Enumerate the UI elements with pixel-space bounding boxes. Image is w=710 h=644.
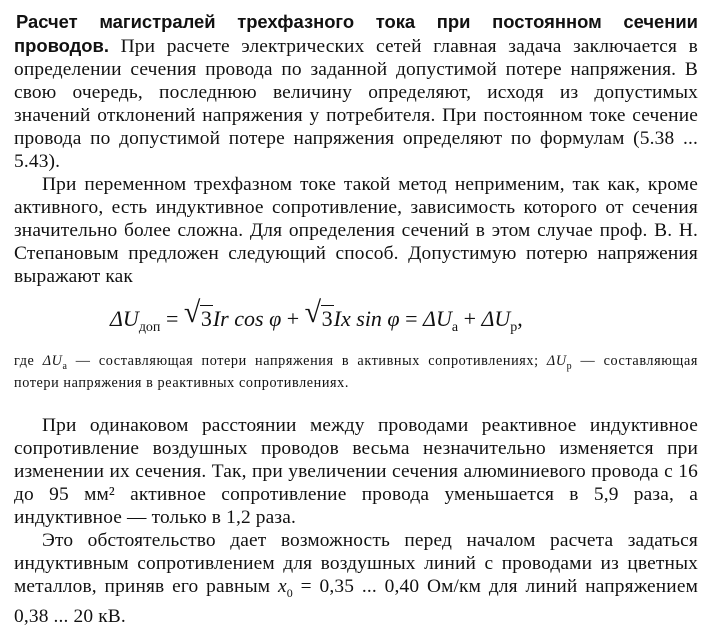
sqrt-1-arg: 3	[200, 306, 212, 331]
formula-rhs-2-sub: р	[510, 320, 518, 335]
formula-rhs-1: ΔU	[423, 306, 452, 331]
radical-sign-icon: √	[304, 296, 322, 329]
formula-eq: =	[160, 306, 184, 331]
paragraph-4	[14, 529, 698, 628]
legend-sym-1-sub: а	[62, 360, 68, 372]
paragraph-4-symbol-sub: 0	[286, 585, 293, 600]
formula-rhs-1-sub: а	[451, 320, 459, 335]
document-page	[14, 10, 698, 628]
paragraph-4-before: Это обстоятельство дает возможность перед началом расчета задаться индуктивным сопротивлением для воздушных линий с проводами из цветных металлов, приняв его равным	[14, 529, 698, 597]
legend-sym-1: ΔU	[42, 353, 63, 369]
formula-term-1: Ir cos φ	[212, 306, 282, 331]
legend-prefix: где	[14, 353, 43, 369]
sqrt-2-arg: 3	[321, 306, 333, 331]
legend-sym-2-sub: р	[566, 360, 573, 372]
radical-sign-icon: √	[183, 296, 201, 329]
legend-text-2: — составляющая потери напряжения в реактивных сопротивлениях.	[14, 353, 698, 391]
section-heading: Расчет магистралей трехфазного тока при постоянном сечении проводов.	[14, 11, 698, 56]
legend-sym-2: ΔU	[546, 353, 567, 369]
paragraph-4-symbol: x	[277, 575, 287, 597]
legend-text-1: — составляющая потери напряжения в активных сопротивлениях;	[67, 353, 547, 369]
paragraph-1-body: При расчете электрических сетей главная задача заключается в определении сечения провода по заданной допустимой потере напряжения. В свою очередь, последнюю величину определяют, исходя из допустимых значений отклонений напряжения у потребителя. При постоянном токе сечение провода по допустимой потере напряжения определяют по формулам (5.38 ... 5.43).	[14, 36, 698, 172]
formula-eq-2: =	[399, 306, 424, 331]
voltage-loss-formula	[14, 296, 698, 343]
paragraph-3: При одинаковом расстоянии между проводами реактивное индуктивное сопротивление воздушных проводов весьма незначительно изменяется при изменении их сечения. Так, при увеличении сечения алюминиевого провода с 16 до 95 мм² активное сопротивление провода уменьшается в 5,9 раза, а индуктивное — только в 1,2 раза.	[14, 414, 698, 528]
formula-legend	[14, 353, 698, 392]
paragraph-1	[14, 10, 698, 173]
paragraph-2: При переменном трехфазном токе такой метод неприменим, так как, кроме активного, есть индуктивное сопротивление, зависимость которого от сечения значительно более сложна. Для определения сечений в этом случае проф. В. Н. Степановым предложен следующий способ. Допустимую потерю напряжения выражают как	[14, 174, 698, 287]
formula-lhs-sub: доп	[138, 320, 161, 335]
sqrt-1	[183, 296, 213, 334]
formula-rhs-2: ΔU	[481, 306, 511, 331]
formula-trail: ,	[517, 306, 523, 331]
formula-plus-1: +	[281, 306, 305, 331]
sqrt-2	[304, 296, 334, 334]
formula-plus-2: +	[458, 306, 482, 331]
paragraph-4-after: = 0,35 ... 0,40 Ом/км для линий напряжением 0,38 ... 20 кВ.	[14, 575, 698, 627]
formula-lhs: ΔU	[110, 306, 139, 331]
formula-term-2: Ix sin φ	[333, 306, 400, 331]
